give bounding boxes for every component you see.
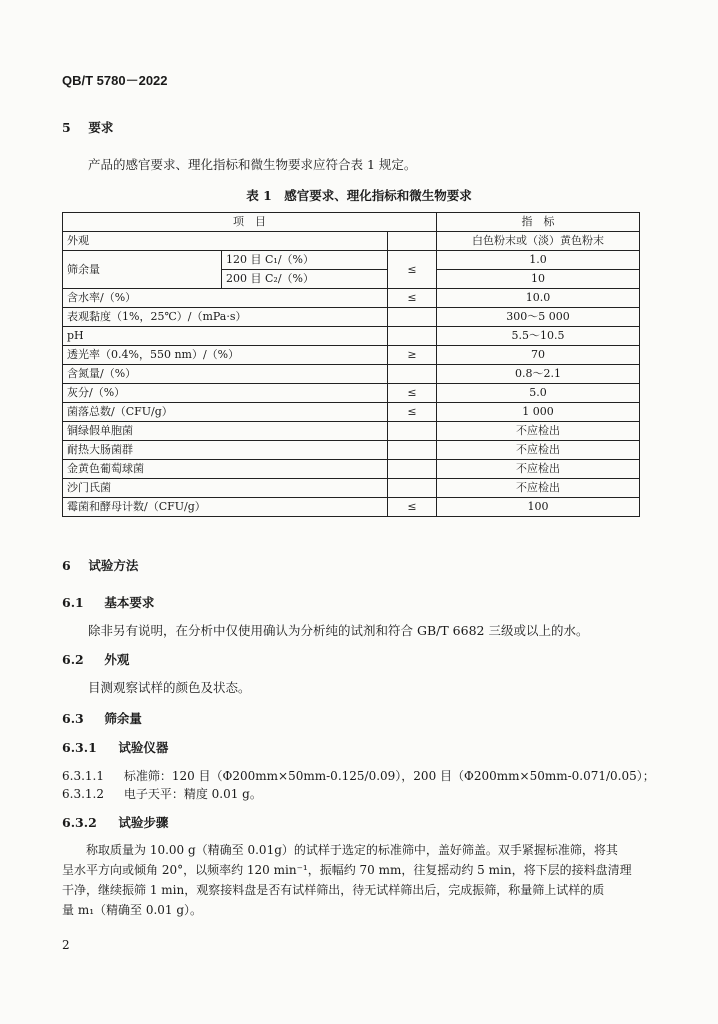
- cell-item: 透光率（0.4%，550 nm）/（%）: [63, 346, 388, 365]
- cell-value: 100: [437, 498, 640, 517]
- cell-value: 0.8～2.1: [437, 365, 640, 384]
- table-row: [63, 460, 640, 479]
- cell-item: 外观: [63, 232, 388, 251]
- table-row: [63, 308, 640, 327]
- cell-item: 金黄色葡萄球菌: [63, 460, 388, 479]
- cell-symbol: ≤: [388, 384, 437, 403]
- section-6-3-1-1: [62, 766, 655, 786]
- section-number: 5: [62, 120, 71, 135]
- section-number: 6.3.2: [62, 815, 97, 830]
- table-row: [63, 422, 640, 441]
- section-number: 6.3.1.2: [62, 787, 104, 801]
- table-row: [63, 498, 640, 517]
- cell-item: 表观黏度（1%，25℃）/（mPa·s）: [63, 308, 388, 327]
- section-6-heading: [62, 556, 138, 574]
- section-6-3-heading: [62, 709, 142, 727]
- cell-item: 含水率/（%）: [63, 289, 388, 308]
- section-number: 6.1: [62, 595, 84, 610]
- cell-item: 铜绿假单胞菌: [63, 422, 388, 441]
- cell-symbol: [388, 232, 437, 251]
- table-row: [63, 479, 640, 498]
- procedure-line: 呈水平方向或倾角 20°，以频率约 120 min⁻¹，振幅约 70 mm，往复摇动约 5 min，将下层的接料盘清理: [62, 863, 632, 877]
- section-number: 6.2: [62, 652, 84, 667]
- section-6-3-1-2: [62, 784, 262, 804]
- cell-value: 不应检出: [437, 441, 640, 460]
- table-row: [63, 441, 640, 460]
- cell-sub-item: 200 目 C₂/（%）: [222, 270, 388, 289]
- table-row: [63, 346, 640, 365]
- section-number: 6.3.1.1: [62, 769, 104, 783]
- cell-value: 5.0: [437, 384, 640, 403]
- section-title: 筛余量: [104, 711, 142, 726]
- header-item: 项 目: [63, 213, 437, 232]
- cell-symbol: [388, 441, 437, 460]
- cell-item: pH: [63, 327, 388, 346]
- cell-symbol: [388, 422, 437, 441]
- procedure-line: 称取质量为 10.00 g（精确至 0.01g）的试样于选定的标准筛中，盖好筛盖。双手紧握标准筛，将其: [86, 843, 618, 857]
- procedure-paragraph: [62, 840, 652, 920]
- procedure-line: 量 m₁（精确至 0.01 g）。: [62, 903, 203, 917]
- cell-item: 灰分/（%）: [63, 384, 388, 403]
- section-6-1-text: 除非另有说明，在分析中仅使用确认为分析纯的试剂和符合 GB/T 6682 三级或以上的水。: [88, 623, 589, 638]
- cell-symbol: ≥: [388, 346, 437, 365]
- cell-value: 10: [437, 270, 640, 289]
- cell-symbol: [388, 460, 437, 479]
- table-caption: 表 1 感官要求、理化指标和微生物要求: [246, 188, 472, 203]
- cell-symbol: [388, 365, 437, 384]
- section-6-3-2-heading: [62, 813, 168, 831]
- cell-item: 霉菌和酵母计数/（CFU/g）: [63, 498, 388, 517]
- table-row: [63, 289, 640, 308]
- section-title: 外观: [104, 652, 130, 667]
- table-row: [63, 403, 640, 422]
- cell-symbol: ≤: [388, 403, 437, 422]
- cell-value: 白色粉末或（淡）黄色粉末: [437, 232, 640, 251]
- cell-item: 菌落总数/（CFU/g）: [63, 403, 388, 422]
- cell-symbol: [388, 327, 437, 346]
- section-5-heading: [62, 118, 113, 136]
- table-header-row: [63, 213, 640, 232]
- section-title: 试验步骤: [118, 815, 169, 830]
- section-number: 6: [62, 558, 71, 573]
- cell-symbol: ≤: [388, 289, 437, 308]
- cell-item: 沙门氏菌: [63, 479, 388, 498]
- section-number: 6.3.1: [62, 740, 97, 755]
- cell-item: 耐热大肠菌群: [63, 441, 388, 460]
- section-6-3-1-heading: [62, 738, 168, 756]
- header-index: 指 标: [437, 213, 640, 232]
- cell-symbol: ≤: [388, 498, 437, 517]
- cell-sub-item: 120 目 C₁/（%）: [222, 251, 388, 270]
- cell-item: 筛余量: [63, 251, 222, 289]
- section-title: 基本要求: [104, 595, 155, 610]
- section-6-1-heading: [62, 593, 154, 611]
- cell-value: 300～5 000: [437, 308, 640, 327]
- cell-value: 1.0: [437, 251, 640, 270]
- section-6-2-text: 目测观察试样的颜色及状态。: [88, 680, 251, 695]
- standard-code: QB/T 5780－2022: [62, 73, 168, 88]
- table-row: [63, 384, 640, 403]
- cell-value: 5.5～10.5: [437, 327, 640, 346]
- cell-symbol: [388, 479, 437, 498]
- section-title: 试验方法: [88, 558, 139, 573]
- page-number: 2: [62, 938, 70, 952]
- clause-text: 电子天平：精度 0.01 g。: [123, 787, 262, 801]
- cell-value: 70: [437, 346, 640, 365]
- cell-value: 不应检出: [437, 422, 640, 441]
- table-row: [63, 365, 640, 384]
- cell-item: 含氮量/（%）: [63, 365, 388, 384]
- section-6-2-heading: [62, 650, 129, 668]
- requirements-table: [62, 212, 640, 517]
- section-title: 要求: [88, 120, 114, 135]
- cell-symbol: ≤: [388, 251, 437, 289]
- section-title: 试验仪器: [118, 740, 169, 755]
- table-row: [63, 232, 640, 251]
- cell-value: 1 000: [437, 403, 640, 422]
- cell-value: 10.0: [437, 289, 640, 308]
- cell-value: 不应检出: [437, 460, 640, 479]
- table-row: [63, 327, 640, 346]
- table-row: [63, 251, 640, 270]
- procedure-line: 干净，继续振筛 1 min，观察接料盘是否有试样筛出，待无试样筛出后，完成振筛，称量筛上试样的质: [62, 883, 605, 897]
- cell-symbol: [388, 308, 437, 327]
- cell-value: 不应检出: [437, 479, 640, 498]
- section-5-intro: 产品的感官要求、理化指标和微生物要求应符合表 1 规定。: [88, 157, 417, 172]
- clause-text: 标准筛：120 目（Φ200mm×50mm-0.125/0.09），200 目（Φ200mm×50mm-0.071/0.05）；: [123, 769, 655, 783]
- section-number: 6.3: [62, 711, 84, 726]
